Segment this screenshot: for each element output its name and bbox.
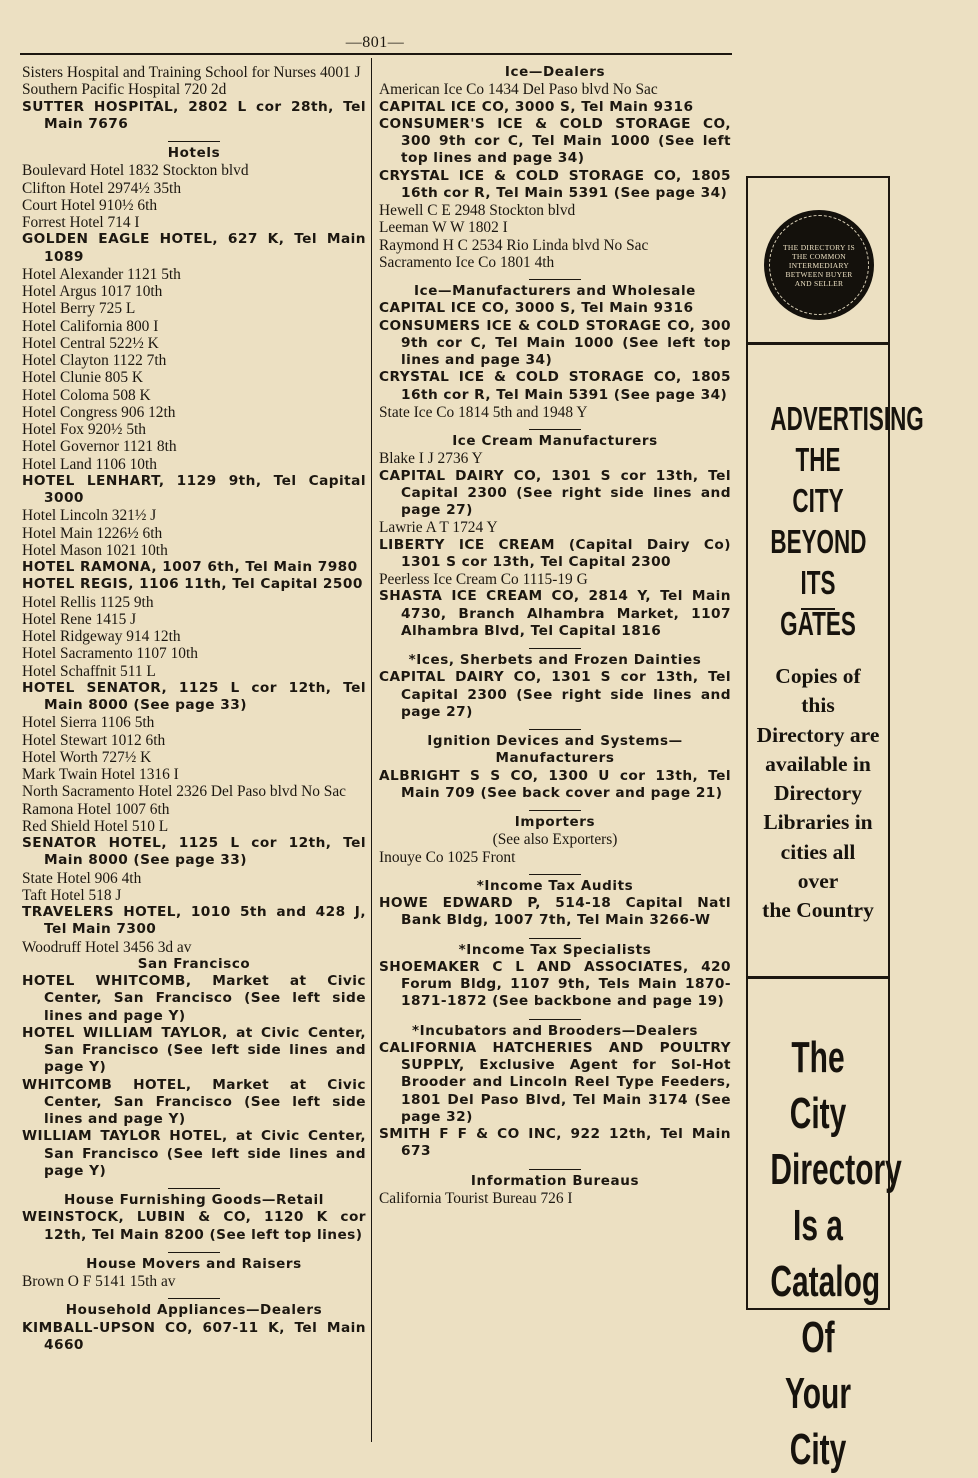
- listing-entry: Hotel Berry 725 L: [22, 300, 136, 318]
- ad-line: the Country: [762, 898, 874, 923]
- section-heading: *Income Tax Specialists: [458, 941, 652, 958]
- listing-entry: American Ice Co 1434 Del Paso blvd No Sac: [379, 81, 658, 99]
- sidebar-rule: [748, 976, 888, 979]
- listing-entry: Brown O F 5141 15th av: [22, 1273, 176, 1290]
- listing-entry: Hotel Argus 1017 10th: [22, 283, 163, 300]
- listing-entry: Taft Hotel 518 J: [22, 886, 122, 904]
- section-heading: Ice Cream Manufacturers: [452, 433, 658, 449]
- listing-entry: Hotel Main 1226½ 6th: [22, 524, 163, 542]
- ad-line: available in: [765, 751, 871, 776]
- section-heading: Information Bureaus: [470, 1172, 640, 1189]
- listing-entry: Clifton Hotel 2974½ 35th: [22, 179, 182, 197]
- section-divider: [529, 1019, 581, 1020]
- listing-entry: Hotel Land 1106 10th: [22, 455, 157, 473]
- listing-entry-bold: ALBRIGHT S S CO, 1300 U cor 13th, Tel Main 709 (See back cover and page 21): [379, 767, 731, 801]
- listing-entry: Boulevard Hotel 1832 Stockton blvd: [22, 162, 249, 180]
- listing-entry-bold: HOWE EDWARD P, 514-18 Capital Natl Bank Bldg, 1007 7th, Tel Main 3266-W: [379, 895, 731, 929]
- listing-entry-bold: CAPITAL DAIRY CO, 1301 S cor 13th, Tel Capital 2300 (See right side lines and page 27): [379, 467, 731, 518]
- seal-text: THE DIRECTORY IS THE COMMON INTERMEDIARY BETWEEN BUYER AND SELLER: [783, 242, 855, 288]
- section-heading: *Ices, Sherbets and Frozen Dainties: [408, 652, 702, 668]
- listing-entry: Sacramento Ice Co 1801 4th: [379, 253, 555, 271]
- listing-entry: Hotel Central 522½ K: [22, 334, 159, 352]
- listing-entry: Hotel Schaffnit 511 L: [22, 662, 156, 680]
- ad-line: THE CITY: [792, 441, 844, 519]
- section-heading: *Incubators and Brooders—Dealers: [412, 1022, 698, 1039]
- listing-entry-bold: HOTEL WHITCOMB, Market at Civic Center, San Francisco (See left side lines and page Y): [22, 973, 366, 1024]
- section-heading: House Furnishing Goods—Retail: [64, 1192, 324, 1208]
- section-heading: House Movers and Raisers: [86, 1255, 302, 1272]
- listing-entry: Southern Pacific Hospital 720 2d: [22, 81, 227, 99]
- section-divider: [529, 938, 581, 939]
- listing-entry: Hotel Coloma 508 K: [22, 386, 151, 404]
- ad-line: Directory: [770, 1145, 902, 1194]
- listing-entry: Hotel Lincoln 321½ J: [22, 507, 157, 525]
- page-number: —801—: [345, 34, 405, 51]
- section-divider: [168, 141, 220, 142]
- listing-entry-bold: CAPITAL ICE CO, 3000 S, Tel Main 9316: [379, 98, 694, 115]
- listing-entry: Hotel Congress 906 12th: [22, 403, 176, 421]
- section-heading: Ignition Devices and Systems— Manufacturers: [427, 733, 683, 767]
- advertisement-sidebar: [746, 176, 924, 1474]
- listing-entry: Woodruff Hotel 3456 3d av: [22, 938, 192, 956]
- listing-entry: Peerless Ice Cream Co 1115-19 G: [379, 571, 588, 588]
- listing-entry-bold: CAPITAL ICE CO, 3000 S, Tel Main 9316: [379, 300, 694, 317]
- listing-entry: Forrest Hotel 714 I: [22, 214, 140, 231]
- catalog-headline: [770, 1030, 902, 1478]
- listing-entry: California Tourist Bureau 726 I: [379, 1189, 573, 1207]
- left-column: [22, 64, 366, 1354]
- directory-seal-icon: [764, 210, 874, 320]
- listing-entry-bold: CAPITAL DAIRY CO, 1301 S cor 13th, Tel Capital 2300 (See right side lines and page 27): [379, 669, 731, 720]
- listing-entry-bold: TRAVELERS HOTEL, 1010 5th and 428 J, Tel Main 7300: [22, 904, 366, 938]
- listing-entry: Hotel Sierra 1106 5th: [22, 714, 155, 732]
- column-rule: [371, 58, 372, 1442]
- listing-entry: Hotel Rellis 1125 9th: [22, 593, 154, 611]
- section-divider: [529, 648, 581, 649]
- listing-entry: Blake I J 2736 Y: [379, 450, 483, 468]
- section-divider: [529, 279, 581, 280]
- listing-entry: Inouye Co 1025 Front: [379, 848, 516, 866]
- listing-entry: State Hotel 906 4th: [22, 869, 142, 887]
- listing-entry: Lawrie A T 1724 Y: [379, 519, 498, 537]
- ad-line: Is a: [793, 1201, 843, 1250]
- section-divider: [529, 729, 581, 730]
- sidebar-dash: [801, 608, 835, 610]
- listing-entry: Court Hotel 910½ 6th: [22, 196, 158, 214]
- section-divider: [168, 1298, 220, 1299]
- ad-line: Libraries in: [763, 810, 873, 835]
- ad-line: Directory: [774, 781, 862, 806]
- ad-line: ITS GATES: [780, 564, 856, 642]
- section-heading: San Francisco: [137, 955, 251, 972]
- section-divider: [529, 874, 581, 875]
- section-divider: [168, 1188, 220, 1189]
- listing-entry-bold: KIMBALL-UPSON CO, 607-11 K, Tel Main 4660: [22, 1319, 366, 1353]
- listing-entry-bold: SMITH F F & CO INC, 922 12th, Tel Main 673: [379, 1126, 731, 1160]
- listing-entry: Ramona Hotel 1007 6th: [22, 800, 170, 818]
- top-rule: [20, 53, 732, 55]
- listing-entry-bold: CRYSTAL ICE & COLD STORAGE CO, 1805 16th cor R, Tel Main 5391 (See page 34): [379, 369, 731, 403]
- listing-entry-bold: SHOEMAKER C L AND ASSOCIATES, 420 Forum Bldg, 1107 9th, Tels Main 1870-1871-1872 (See backbone and page 19): [379, 958, 731, 1010]
- listing-entry-bold: CALIFORNIA HATCHERIES AND POULTRY SUPPLY, Exclusive Agent for Sol-Hot Brooder and Lincoln Reel Type Feeders, 1801 Del Paso Blvd, Tel Main 3174 (See page 32): [379, 1039, 731, 1125]
- ad-line: Directory are: [756, 722, 880, 747]
- listing-entry-bold: GOLDEN EAGLE HOTEL, 627 K, Tel Main 1089: [22, 231, 366, 265]
- section-heading: Ice—Dealers: [504, 64, 606, 80]
- listing-entry-bold: HOTEL SENATOR, 1125 L cor 12th, Tel Main 8000 (See page 33): [22, 679, 366, 713]
- listing-entry: Hotel Ridgeway 914 12th: [22, 628, 181, 645]
- ad-line: over: [797, 869, 839, 894]
- listing-entry: Hotel Clayton 1122 7th: [22, 352, 167, 369]
- listing-entry-bold: SUTTER HOSPITAL, 2802 L cor 28th, Tel Main 7676: [22, 98, 366, 132]
- ad-line: The City: [789, 1033, 847, 1138]
- section-heading: Importers: [514, 814, 596, 830]
- ad-line: cities all: [780, 839, 856, 864]
- listing-entry-bold: WEINSTOCK, LUBIN & CO, 1120 K cor 12th, Tel Main 8200 (See left top lines): [22, 1209, 366, 1243]
- listing-entry: State Ice Co 1814 5th and 1948 Y: [379, 403, 588, 421]
- listing-entry: Red Shield Hotel 510 L: [22, 817, 169, 835]
- listing-entry: Hotel Stewart 1012 6th: [22, 731, 166, 749]
- listing-entry-bold: WHITCOMB HOTEL, Market at Civic Center, San Francisco (See left side lines and page Y): [22, 1076, 366, 1127]
- ad-line: Catalog Of: [770, 1257, 881, 1362]
- copies-notice: [748, 662, 888, 926]
- listing-entry: Hotel Worth 727½ K: [22, 748, 152, 766]
- listing-entry-bold: HOTEL WILLIAM TAYLOR, at Civic Center, San Francisco (See left side lines and page Y): [22, 1024, 366, 1076]
- section-heading: Ice—Manufacturers and Wholesale: [414, 283, 696, 299]
- listing-entry-bold: WILLIAM TAYLOR HOTEL, at Civic Center, San Francisco (See left side lines and page Y): [22, 1128, 366, 1179]
- listing-entry: Hotel Fox 920½ 5th: [22, 421, 146, 438]
- sidebar-rule: [748, 342, 888, 345]
- listing-entry-bold: HOTEL REGIS, 1106 11th, Tel Capital 2500: [22, 576, 363, 593]
- section-divider: [529, 429, 581, 430]
- listing-entry: Hotel Mason 1021 10th: [22, 541, 168, 559]
- section-subheading: (See also Exporters): [492, 831, 618, 849]
- listing-entry: Hotel Sacramento 1107 10th: [22, 645, 198, 663]
- section-divider: [529, 1169, 581, 1170]
- section-divider: [529, 810, 581, 811]
- listing-entry: Sisters Hospital and Training School for Nurses 4001 J: [22, 64, 361, 81]
- ad-line: BEYOND: [770, 523, 867, 560]
- listing-entry-bold: CONSUMERS ICE & COLD STORAGE CO, 300 9th cor C, Tel Main 1000 (See left top lines and page 34): [379, 317, 731, 368]
- middle-column: [379, 64, 731, 1207]
- listing-entry-bold: LIBERTY ICE CREAM (Capital Dairy Co) 1301 S cor 13th, Tel Capital 2300: [379, 536, 731, 570]
- listing-entry: Hotel Rene 1415 J: [22, 610, 137, 628]
- ad-line: ADVERTISING: [770, 400, 924, 437]
- listing-entry-bold: HOTEL RAMONA, 1007 6th, Tel Main 7980: [22, 559, 358, 575]
- section-heading: *Income Tax Audits: [476, 877, 634, 894]
- listing-entry: Mark Twain Hotel 1316 I: [22, 766, 179, 783]
- section-heading: Household Appliances—Dealers: [65, 1302, 323, 1319]
- listing-entry: Hotel California 800 I: [22, 317, 159, 335]
- listing-entry-bold: CONSUMER'S ICE & COLD STORAGE CO, 300 9th cor C, Tel Main 1000 (See left top lines and page 34): [379, 115, 731, 167]
- listing-entry-bold: HOTEL LENHART, 1129 9th, Tel Capital 3000: [22, 472, 366, 506]
- listing-entry: Raymond H C 2534 Rio Linda blvd No Sac: [379, 236, 649, 254]
- listing-entry-bold: CRYSTAL ICE & COLD STORAGE CO, 1805 16th cor R, Tel Main 5391 (See page 34): [379, 167, 731, 201]
- listing-entry: Hotel Governor 1121 8th: [22, 438, 177, 456]
- ad-line: this: [801, 693, 835, 718]
- listing-entry-bold: SENATOR HOTEL, 1125 L cor 12th, Tel Main 8000 (See page 33): [22, 835, 366, 869]
- listing-entry: Hewell C E 2948 Stockton blvd: [379, 202, 576, 219]
- listing-entry: Leeman W W 1802 I: [379, 219, 508, 237]
- section-divider: [168, 1252, 220, 1253]
- listing-entry: Hotel Clunie 805 K: [22, 369, 143, 387]
- ad-line: Your City: [785, 1369, 851, 1474]
- listing-entry: Hotel Alexander 1121 5th: [22, 265, 181, 283]
- ad-line: Copies of: [775, 664, 861, 688]
- listing-entry-bold: SHASTA ICE CREAM CO, 2814 Y, Tel Main 4730, Branch Alhambra Market, 1107 Alhambra Blvd, Tel Capital 1816: [379, 588, 731, 639]
- listing-entry: North Sacramento Hotel 2326 Del Paso blvd No Sac: [22, 783, 346, 801]
- section-heading: Hotels: [167, 145, 221, 161]
